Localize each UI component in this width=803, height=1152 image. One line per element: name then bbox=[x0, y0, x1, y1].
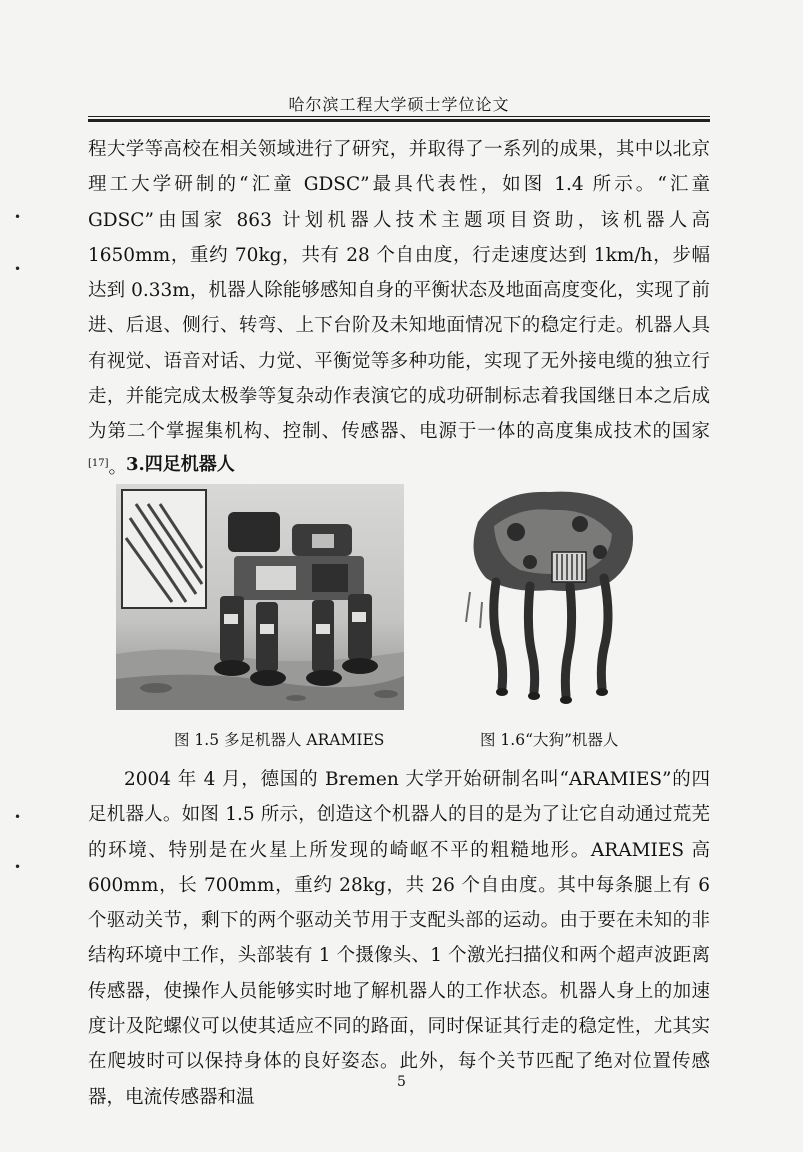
header-rule-thick bbox=[88, 119, 710, 122]
citation: [17] bbox=[88, 457, 109, 469]
paragraph-end: 。 bbox=[108, 456, 128, 478]
scan-mark: • bbox=[14, 860, 22, 874]
scan-mark: • bbox=[14, 210, 22, 224]
page-number: 5 bbox=[397, 1074, 406, 1090]
figure-bigdog-photo bbox=[460, 482, 638, 710]
header-rule-thin bbox=[88, 116, 710, 117]
scan-mark: • bbox=[14, 262, 22, 276]
figure-caption-1-5: 图 1.5 多足机器人 ARAMIES bbox=[174, 731, 385, 749]
scan-mark: • bbox=[14, 810, 22, 824]
figure-caption-1-6: 图 1.6“大狗”机器人 bbox=[480, 731, 619, 749]
paragraph-text: 程大学等高校在相关领域进行了研究，并取得了一系列的成果，其中以北京理工大学研制的“汇童 GDSC”最具代表性，如图 1.4 所示。“汇童 GDSC”由国家 863 计划机器人技术主题项目资助，该机器人高 1650mm，重约 70kg，共有 28 个自由度，行走速度达到 1km/h，步幅达到 0.33m，机器人除能够感知自身的平衡状态及地面高度变化，实现了前进、后退、侧行、转弯、上下台阶及未知地面情况下的稳定行走。机器人具有视觉、语音对话、力觉、平衡觉等多种功能，实现了无外接电缆的独立行走，并能完成太极拳等复杂动作表演它的成功研制标志着我国继日本之后成为第二个掌握集机构、控制、传感器、电源于一体的高度集成技术的国家 bbox=[88, 139, 710, 443]
section-heading: 3.四足机器人 bbox=[126, 454, 235, 475]
body-paragraph-2: 2004 年 4 月，德国的 Bremen 大学开始研制名叫“ARAMIES”的四足机器人。如图 1.5 所示，创造这个机器人的目的是为了让它自动通过荒芜的环境、特别是在火星上所发现的崎岖不平的粗糙地形。ARAMIES 高 600mm，长 700mm，重约 28kg，共 26 个自由度。其中每条腿上有 6 个驱动关节，剩下的两个驱动关节用于支配头部的运动。由于要在未知的非结构环境中工作，头部装有 1 个摄像头、1 个激光扫描仪和两个超声波距离传感器，使操作人员能够实时地了解机器人的工作状态。机器人身上的加速度计及陀螺仪可以使其适应不同的路面，同时保证其行走的稳定性，尤其实在爬坡时可以保持身体的良好姿态。此外，每个关节匹配了绝对位置传感器，电流传感器和温 bbox=[88, 769, 710, 1108]
body-paragraph-1 bbox=[88, 132, 710, 485]
running-header: 哈尔滨工程大学硕士学位论文 bbox=[288, 95, 510, 114]
figure-aramies-photo bbox=[116, 484, 404, 710]
